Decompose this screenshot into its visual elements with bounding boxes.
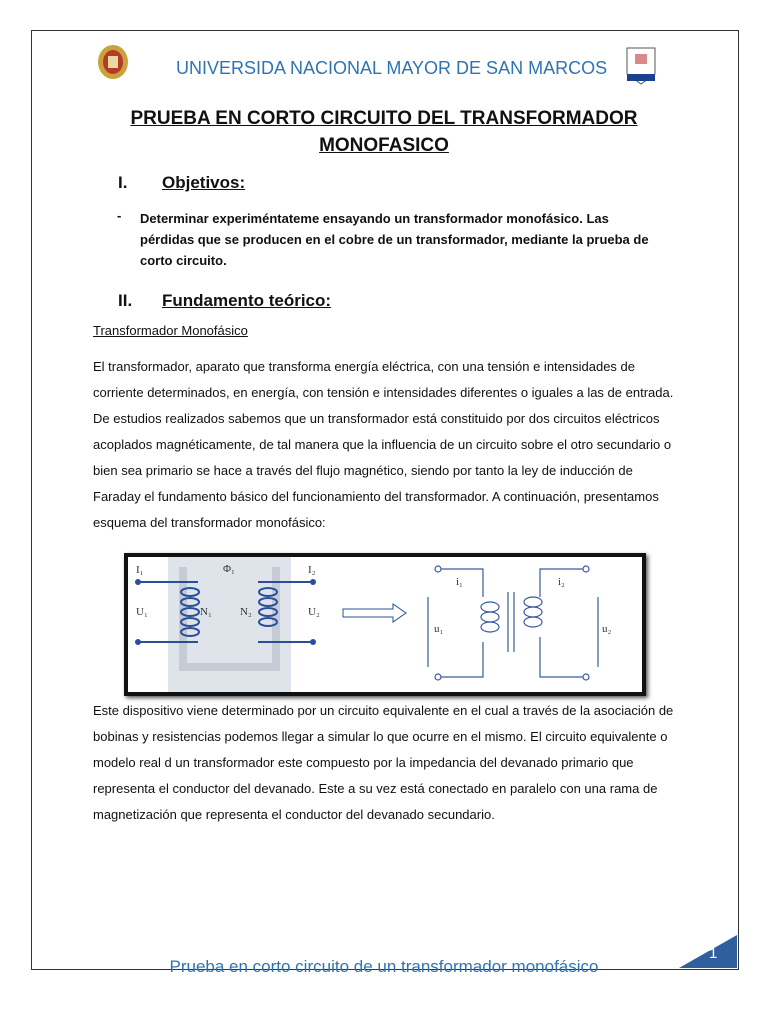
label-u1: u₁ <box>434 623 444 635</box>
page-number: 1 <box>709 945 718 962</box>
document-title-line1: PRUEBA EN CORTO CIRCUITO DEL TRANSFORMADOR <box>130 108 638 129</box>
faculty-logo <box>623 44 659 88</box>
section1-number: I. <box>118 173 128 192</box>
paragraph-1: El transformador, aparato que transforma energía eléctrica, con una tensión e intensidades de corriente determinados, en energía, con tensión e intensidades diferentes o iguales a las de entrada. De estudios realizados sabemos que un transformador está constituido por dos circuitos eléctricos acoplados magnéticamente, de tal manera que la influencia de un circuito sobre el otro secundario o bien sea primario se hace a través del flujo magnético, siendo por tanto la ley de inducción de Faraday el fundamento básico del funcionamiento del transformador. A continuación, presentamos esquema del transformador monofásico: <box>93 359 674 530</box>
label-u2: u₂ <box>602 623 612 635</box>
label-U2: U₂ <box>308 606 320 618</box>
label-N2: N₂ <box>240 606 252 618</box>
document-title-line2: MONOFASICO <box>319 135 449 156</box>
label-i2: i₂ <box>558 576 565 588</box>
section2-number: II. <box>118 291 133 310</box>
label-i1: i₁ <box>456 576 463 588</box>
section2-heading: Fundamento teórico: <box>162 291 332 310</box>
section1-heading: Objetivos: <box>162 173 246 192</box>
label-phi: Φ₁ <box>223 563 235 575</box>
transformer-diagram <box>124 553 646 696</box>
label-N1: N₁ <box>200 606 212 618</box>
label-I2: I₂ <box>308 564 316 576</box>
footer-title: Prueba en corto circuito de un transformador monofásico <box>169 957 599 976</box>
objective-text: Determinar experiméntateme ensayando un transformador monofásico. Las pérdidas que se producen en el cobre de un transformador, mediante la prueba de corto circuito. <box>140 211 649 268</box>
university-name: UNIVERSIDA NACIONAL MAYOR DE SAN MARCOS <box>176 58 608 78</box>
subheading: Transformador Monofásico <box>93 323 248 338</box>
university-crest-logo <box>93 40 133 84</box>
paragraph-2: Este dispositivo viene determinado por un circuito equivalente en el cual a través de la asociación de bobinas y resistencias podemos llegar a simular lo que ocurre en el mismo. El circuito equivalente o modelo real d un transformador este compuesto por la impedancia del devanado primario que representa el conductor del devanado. Este a su vez está conectado en paralelo con una rama de magnetización que representa el conductor del devanado secundario. <box>93 703 674 822</box>
page-corner-triangle <box>679 935 737 968</box>
label-U1: U₁ <box>136 606 148 618</box>
bullet-dash: - <box>117 208 122 223</box>
label-I1: I₁ <box>136 564 144 576</box>
